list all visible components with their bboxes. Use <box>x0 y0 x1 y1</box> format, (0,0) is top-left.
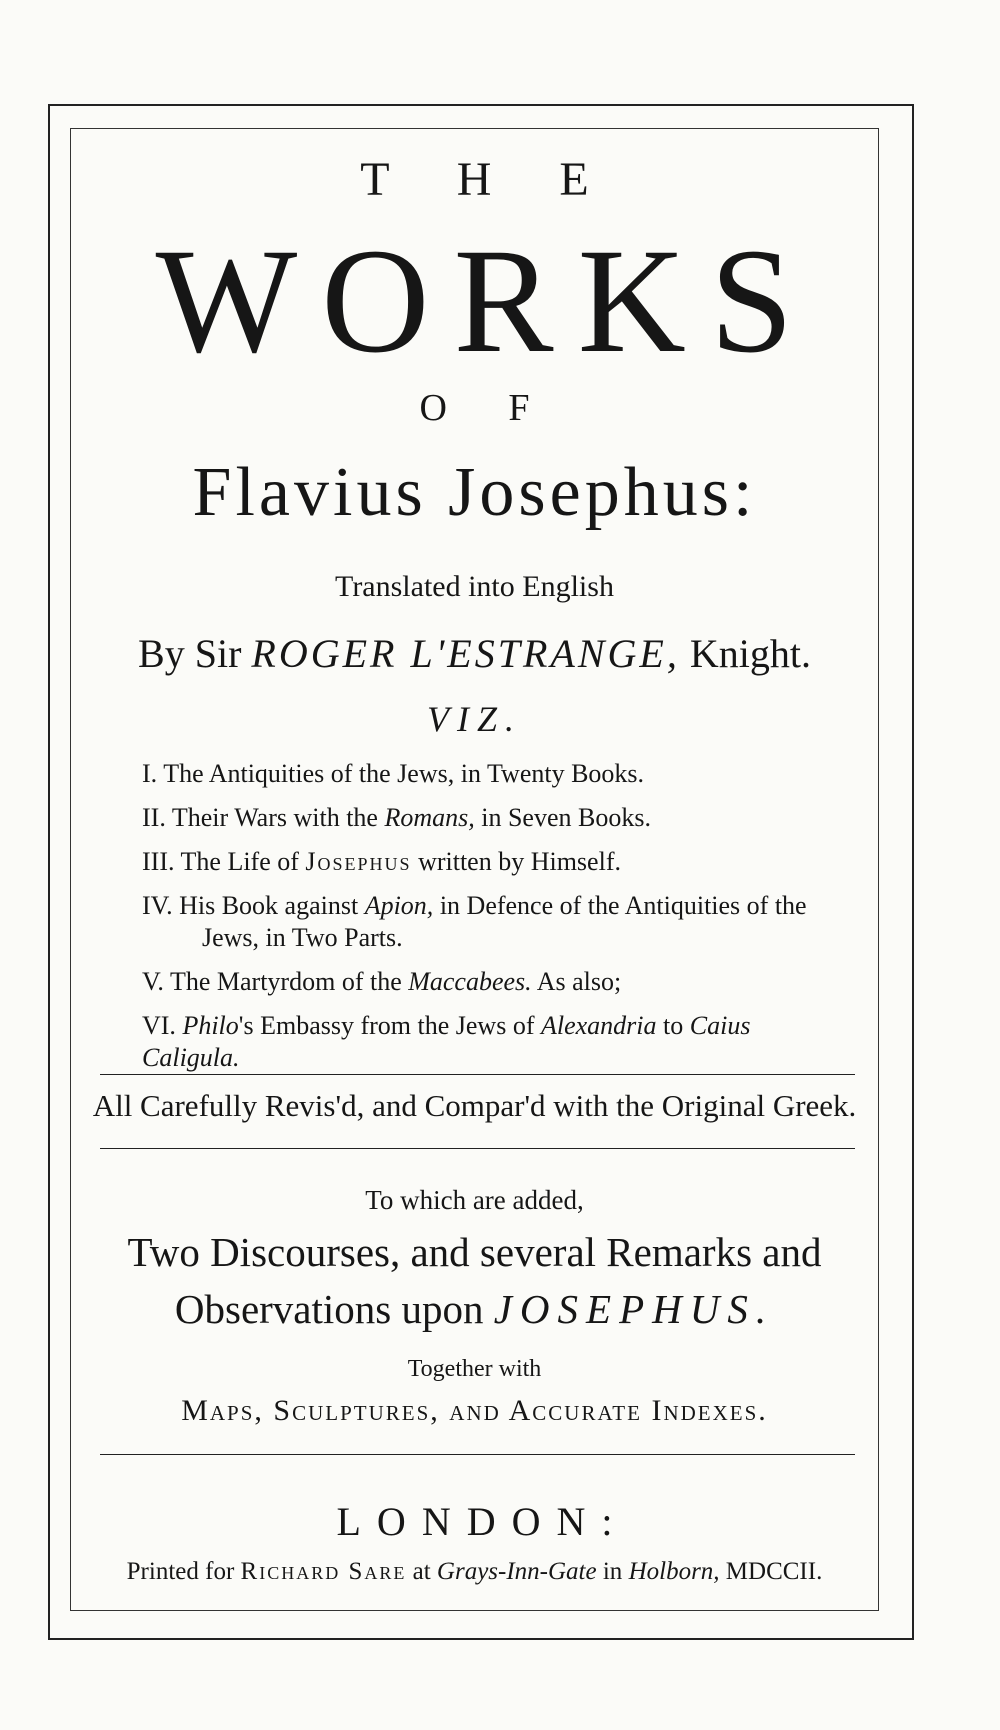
imprint-city: LONDON: <box>336 1499 629 1544</box>
item-text: His Book against <box>179 891 359 920</box>
item-text: Their Wars with the <box>171 803 378 832</box>
imprint-place: Grays-Inn-Gate <box>436 1558 597 1585</box>
item-text: The Martyrdom of the <box>169 967 402 996</box>
divider-rule <box>100 1148 855 1149</box>
revised-line: All Carefully Revis'd, and Compar'd with the Original Greek. <box>92 1088 857 1123</box>
observations-prefix: Observations upon <box>174 1286 484 1332</box>
title-works: WORKS <box>155 218 818 384</box>
item-number: I. <box>142 759 158 788</box>
item-text: to <box>663 1011 684 1040</box>
item-text: in Defence of the Antiquities of the <box>439 891 807 920</box>
list-item <box>142 1010 851 1074</box>
imprint-district: Holborn, <box>628 1558 720 1585</box>
by-prefix: By Sir <box>138 631 242 676</box>
viz-heading: VIZ. <box>427 699 522 739</box>
item-text: written by Himself. <box>418 847 621 876</box>
imprint-in: in <box>602 1558 623 1585</box>
item-number: II. <box>142 803 166 832</box>
list-item <box>142 758 851 790</box>
item-text: As also; <box>536 967 622 996</box>
list-item <box>142 890 851 954</box>
item-italic: Apion, <box>364 891 434 920</box>
imprint-year: MDCCII. <box>725 1558 823 1585</box>
printer-name: Richard Sare <box>240 1558 407 1585</box>
item-continuation: Jews, in Two Parts. <box>202 923 403 952</box>
imprint-line <box>88 1558 861 1586</box>
contents-list <box>142 758 851 1086</box>
divider-rule <box>100 1074 855 1075</box>
translator-name: ROGER L'ESTRANGE, <box>251 631 680 676</box>
item-text: 's Embassy from the Jews of <box>238 1011 535 1040</box>
item-italic: Maccabees. <box>408 967 532 996</box>
item-italic: Philo <box>182 1011 239 1040</box>
item-number: IV. <box>142 891 173 920</box>
title-the: T H E <box>360 153 617 206</box>
item-text: The Life of <box>180 847 299 876</box>
imprint-at: at <box>412 1558 431 1585</box>
together-line: Together with <box>407 1356 542 1382</box>
list-item <box>142 802 851 834</box>
item-italic: Romans, <box>384 803 475 832</box>
josephus-name: JOSEPHUS. <box>493 1286 775 1332</box>
item-number: V. <box>142 967 164 996</box>
discourses-line: Two Discourses, and several Remarks and <box>127 1229 822 1275</box>
observations-line <box>88 1285 861 1333</box>
translated-line: Translated into English <box>335 570 614 603</box>
added-intro: To which are added, <box>365 1185 584 1215</box>
list-item <box>142 966 851 998</box>
list-item <box>142 846 851 878</box>
item-number: VI. <box>142 1011 176 1040</box>
printed-prefix: Printed for <box>126 1558 235 1585</box>
title-of: O F <box>419 387 556 429</box>
item-italic: Caius Caligula. <box>142 1011 751 1072</box>
item-text: in Seven Books. <box>481 803 651 832</box>
item-italic: Alexandria <box>540 1011 657 1040</box>
title-page-content <box>88 128 861 1611</box>
maps-line: Maps, Sculptures, and Accurate Indexes. <box>181 1394 768 1427</box>
translator-line <box>88 630 861 677</box>
divider-rule <box>100 1454 855 1455</box>
item-text: The Antiquities of the Jews, in Twenty Books. <box>163 759 645 788</box>
by-suffix: Knight. <box>689 631 811 676</box>
item-smallcaps: Josephus <box>305 847 412 876</box>
author-name: Flavius Josephus: <box>192 454 757 531</box>
item-number: III. <box>142 847 175 876</box>
